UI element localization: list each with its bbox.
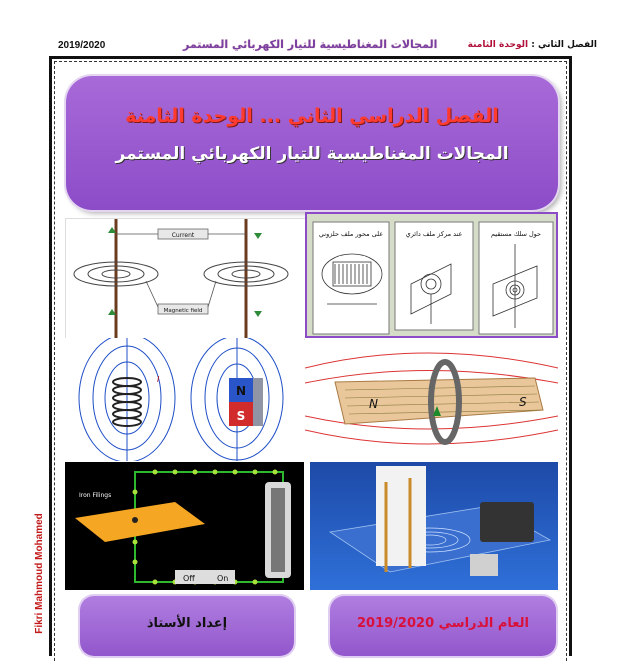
iron-filings-label: Iron Filings [79, 492, 112, 499]
header-semester: الفصل الثاني : [531, 40, 597, 50]
sketch-label-loop: عند مركز ملف دائري [405, 230, 463, 238]
school-year-label: العام الدراسي 2019/2020 [357, 616, 529, 631]
sketch-label-solenoid: على محور ملف حلزوني [318, 230, 384, 238]
page-header [0, 38, 619, 56]
header-unit [468, 40, 597, 50]
prepared-by-box [80, 596, 294, 656]
header-year: 2019/2020 [58, 40, 106, 51]
sketches-diagram [307, 214, 558, 338]
iron-filings-diagram [65, 462, 304, 590]
banner-subtitle: المجالات المغناطيسية للتيار الكهربائي المستمر [115, 144, 509, 164]
figure-iron-filings [65, 462, 304, 590]
wires-diagram [66, 219, 305, 339]
figure-field-sketches [305, 212, 558, 338]
header-subject: المجالات المغناطيسية للتيار الكهربائي المستمر [183, 38, 438, 51]
current-label: Current [171, 232, 195, 239]
prepared-by-label: إعداد الأستاذ [146, 616, 228, 631]
author-name: Fikri Mahmoud Mohamed [33, 513, 45, 634]
figure-current-loop [305, 338, 558, 461]
banner-title: الفصل الدراسي الثاني ... الوحدة الثامنة [125, 105, 499, 127]
magnet-s-label: S [236, 409, 246, 423]
field-label: Magnetic field [163, 308, 203, 314]
loop-s-label: S [519, 395, 527, 409]
figure-straight-wires [65, 218, 306, 340]
magnet-diagram [65, 338, 304, 461]
sketch-label-wire: حول سلك مستقيم [490, 230, 542, 238]
current-i-label: I [157, 375, 160, 384]
title-banner [66, 76, 558, 210]
school-year-box [330, 596, 556, 656]
figure-solenoid-magnet [65, 338, 304, 461]
setup-diagram [310, 462, 558, 590]
magnet-n-label: N [235, 384, 247, 398]
header-unit-name: الوحدة الثامنة [467, 40, 529, 50]
loop-n-label: N [369, 397, 378, 411]
loop-diagram [305, 338, 558, 461]
figure-experiment-setup [310, 462, 558, 590]
on-label: On [217, 574, 229, 583]
author-vertical [33, 512, 45, 640]
off-label: Off [183, 574, 195, 583]
